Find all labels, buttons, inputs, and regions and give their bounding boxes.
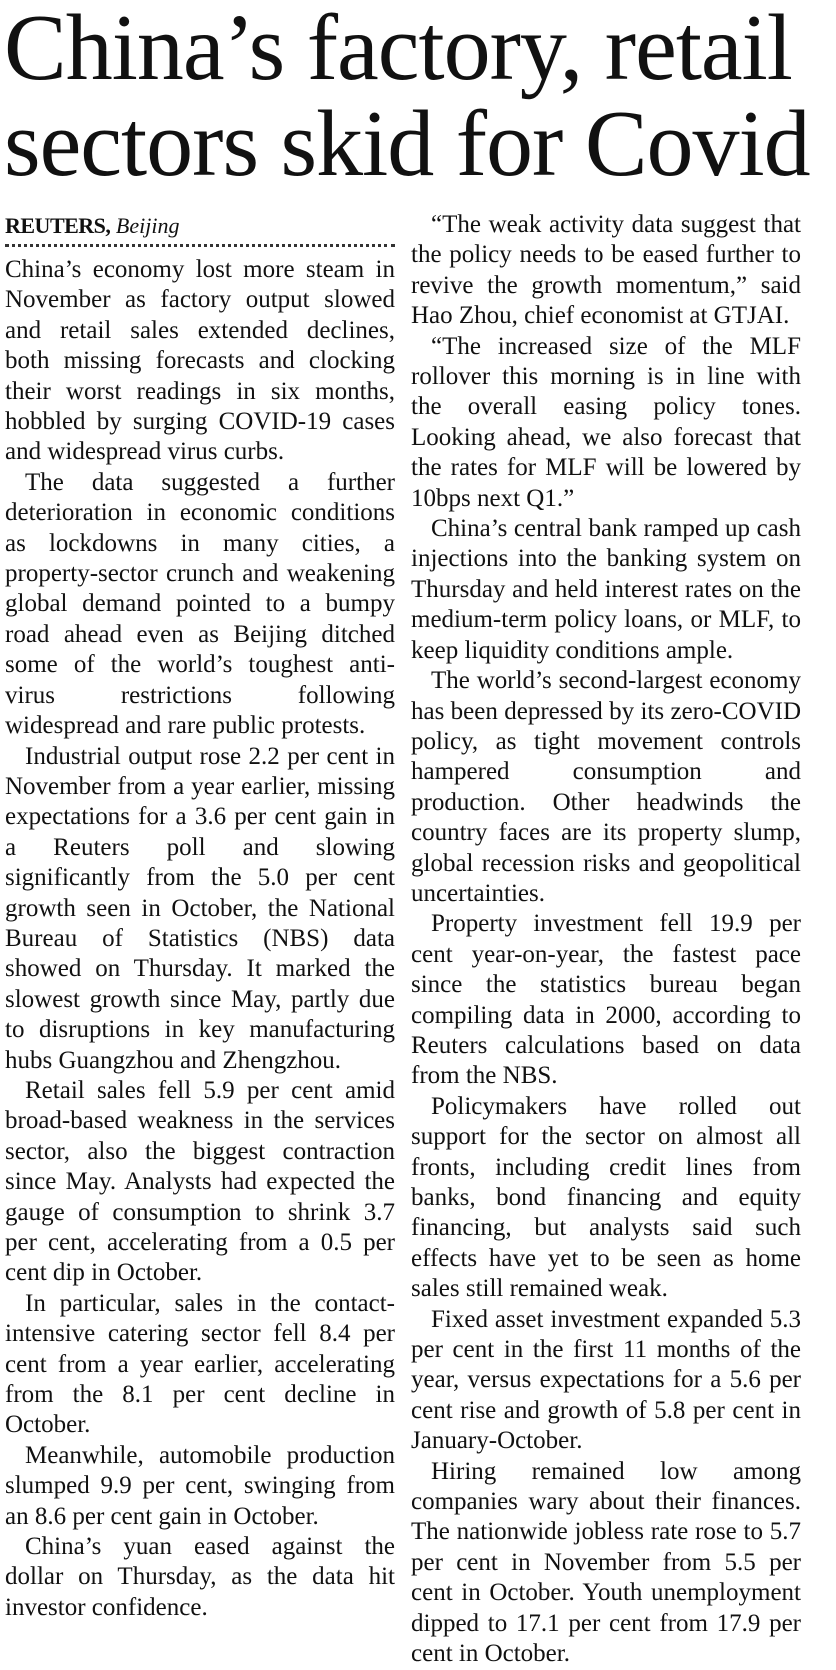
paragraph: “The increased size of the MLF rollover this morning is in line with the overall easing policy tones. Looking ahead, we also forecast that the rates for MLF will be lowered by 10bps next Q1.” bbox=[411, 332, 801, 512]
paragraph: In particular, sales in the contact-intensive catering sector fell 8.4 per cent from a year earlier, accelerating from the 8.1 per cent decline in October. bbox=[5, 1289, 395, 1439]
headline: China’s factory, retail sectors skid for Covid bbox=[4, 0, 810, 196]
paragraph: China’s economy lost more steam in November as factory output slowed and retail sales extended declines, both missing forecasts and clocking their worst readings in six months, hobbled by surging COVID-19 cases and widespread virus curbs. bbox=[5, 256, 395, 466]
byline-location: Beijing bbox=[115, 213, 180, 238]
paragraph: Policymakers have rolled out support for the sector on almost all fronts, including credit lines from banks, bond financing and equity financing, but analysts said such effects have yet to be seen as home sales still remained weak. bbox=[411, 1092, 801, 1303]
article-column-left bbox=[5, 212, 395, 1623]
paragraph: “The weak activity data suggest that the policy needs to be eased further to revive the growth momentum,” said Hao Zhou, chief economist at GTJAI. bbox=[411, 211, 801, 330]
paragraph: Meanwhile, automobile production slumped 9.9 per cent, swinging from an 8.6 per cent gain in October. bbox=[5, 1441, 395, 1530]
paragraph: China’s central bank ramped up cash injections into the banking system on Thursday and held interest rates on the medium-term policy loans, or MLF, to keep liquidity conditions ample. bbox=[411, 515, 801, 664]
paragraph: Property investment fell 19.9 per cent year-on-year, the fastest pace since the statistics bureau began compiling data in 2000, according to Reuters calculations based on data from the NBS. bbox=[411, 910, 801, 1090]
byline bbox=[5, 212, 395, 240]
paragraph: The world’s second-largest economy has been depressed by its zero-COVID policy, as tight movement controls hampered consumption and production. Other headwinds the country faces are its property slump, global recession risks and geopolitical uncertainties. bbox=[411, 667, 801, 907]
paragraph: China’s yuan eased against the dollar on Thursday, as the data hit investor confidence. bbox=[5, 1533, 395, 1621]
byline-agency: REUTERS, bbox=[5, 213, 111, 238]
article-column-right bbox=[411, 210, 801, 1670]
paragraph: Industrial output rose 2.2 per cent in November from a year earlier, missing expectations for a 3.6 per cent gain in a Reuters poll and slowing significantly from the 5.0 per cent growth seen in October, the National Bureau of Statistics (NBS) data showed on Thursday. It marked the slowest growth since May, partly due to disruptions in key manufacturing hubs Guangzhou and Zhengzhou. bbox=[5, 742, 395, 1074]
paragraph: Fixed asset investment expanded 5.3 per cent in the first 11 months of the year, versus expectations for a 5.6 per cent rise and growth of 5.8 per cent in January-October. bbox=[411, 1305, 801, 1455]
paragraph: Retail sales fell 5.9 per cent amid broad-based weakness in the services sector, also the biggest contraction since May. Analysts had expected the gauge of consumption to shrink 3.7 per cent, accelerating from a 0.5 per cent dip in October. bbox=[5, 1076, 395, 1287]
paragraph: Hiring remained low among companies wary about their finances. The nationwide jobless rate rose to 5.7 per cent in November from 5.5 per cent in October. Youth unemployment dipped to 17.1 per cent from 17.9 per cent in October. bbox=[411, 1457, 801, 1668]
paragraph: The data suggested a further deterioration in economic conditions as lockdowns in many cities, a property-sector crunch and weakening global demand pointed to a bumpy road ahead even as Beijing ditched some of the world’s toughest anti-virus restrictions following widespread and rare public protests. bbox=[5, 468, 395, 740]
dotted-divider bbox=[5, 244, 395, 247]
